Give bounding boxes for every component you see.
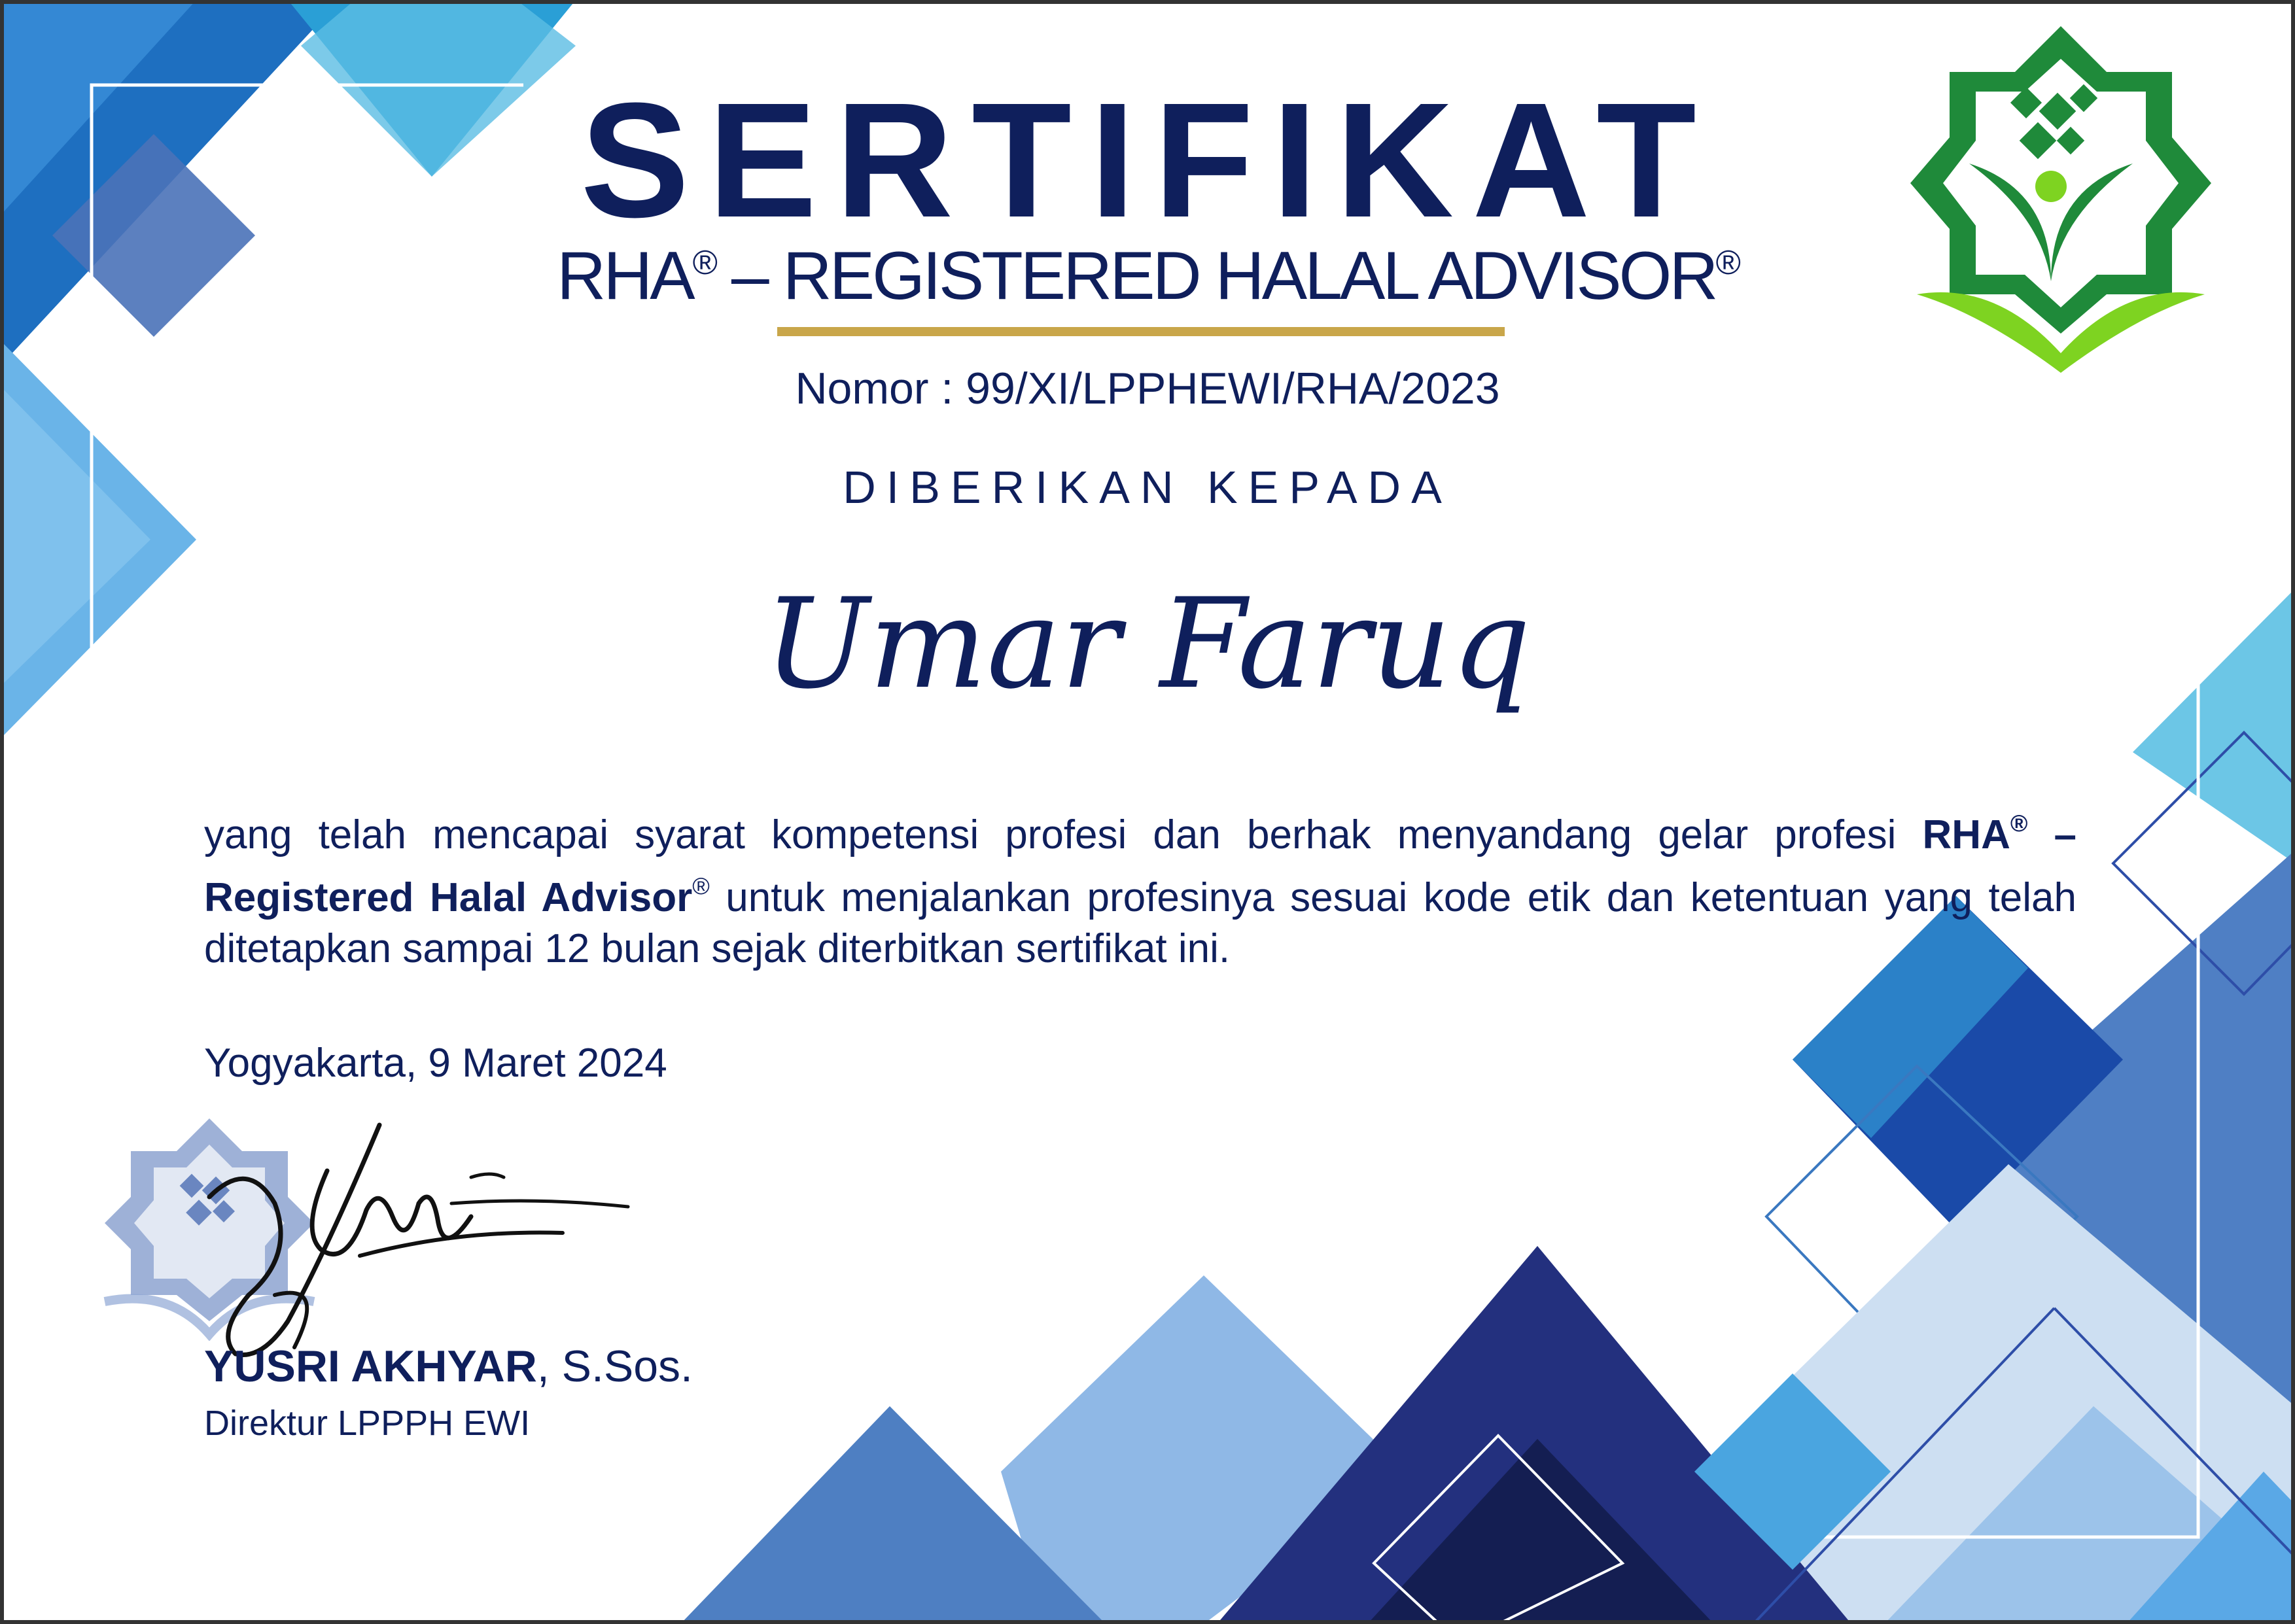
certificate-body [204,798,2076,975]
registered-mark: ® [692,244,715,282]
certificate-subtitle [0,238,2295,314]
registered-mark: ® [2010,810,2028,837]
gold-divider [777,327,1505,336]
recipient-name: Umar Faruq [764,572,1531,716]
given-to-label: DIBERIKAN KEPADA [843,462,1452,513]
signer-position: Direktur LPPPH EWI [204,1404,531,1443]
handwritten-signature [196,1099,654,1373]
registered-mark: ® [1715,244,1738,282]
registered-mark: ® [692,872,710,899]
subtitle-rha: RHA [557,238,693,314]
body-registered-halal-advisor: – Registered Halal Advisor [204,812,2076,920]
signer-name-line [204,1341,693,1392]
body-intro: yang telah mencapai syarat kompetensi profesi dan berhak menyandang gelar profesi [204,812,1923,857]
subtitle-registered-halal-advisor: REGISTERED HALAL ADVISOR [782,238,1716,314]
signer-name: YUSRI AKHYAR [204,1341,537,1391]
body-rha: RHA [1922,812,2010,857]
body-rest: untuk menjalankan profesinya sesuai kode etik dan ketentuan yang telah ditetapkan sampai 12 bulan sejak diterbitkan sertifikat ini. [204,875,2076,971]
certificate-number: Nomor : 99/XI/LPPHEWI/RHA/2023 [795,364,1500,413]
signer-title-suffix: , S.Sos. [536,1341,693,1391]
subtitle-dash: – [715,238,783,314]
certificate-title: SERTIFIKAT [580,69,1715,251]
place-and-date: Yogyakarta, 9 Maret 2024 [204,1041,667,1086]
